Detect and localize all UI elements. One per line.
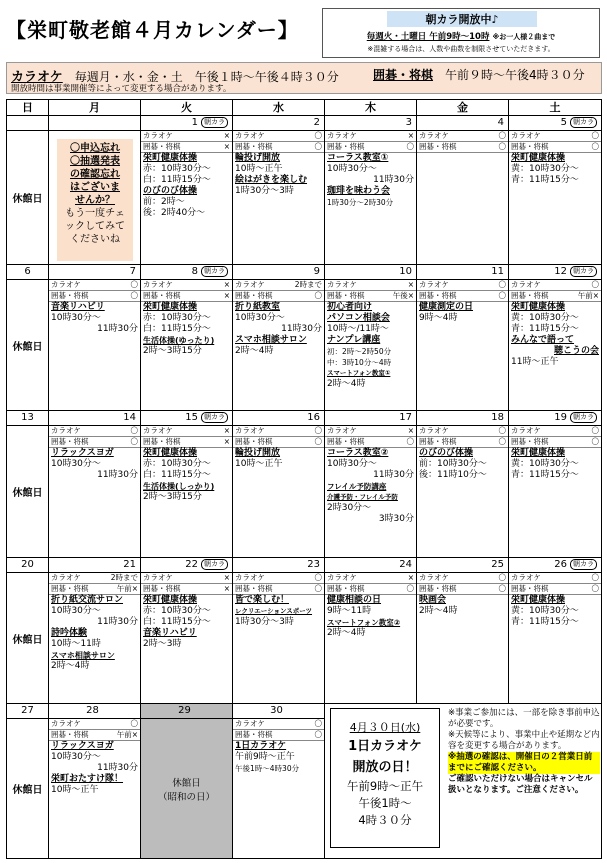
notice-detail: 毎週火・土曜日 午前9時〜10時 ※お一人様２曲まで [366,32,556,42]
event-time: 9時〜4時 [419,313,458,323]
go-status: 囲碁・将棋 〇 [51,291,138,300]
day-cell [233,426,325,558]
karaoke-status: カラオケ × [327,573,414,582]
event-time: 10時30分〜 [327,459,377,469]
go-status: 囲碁・将棋 〇 [419,437,506,446]
day-cell [417,426,509,558]
weekday-header: 水 [233,100,325,116]
date-number: 16 [233,411,325,426]
day-cell [49,426,141,558]
date-number: 27 [7,704,49,719]
event-title: 栄町健康体操 [143,595,198,605]
go-status: 囲碁・将棋 〇 [327,584,414,593]
event-time: 11時30分 [97,470,138,480]
date-number: 18 [417,411,509,426]
special-hours: 午前9時〜正午 [346,779,424,793]
event-title: 輪投げ開放 [235,153,281,163]
go-status: 囲碁・将棋 × [143,584,230,593]
weekday-header: 日 [7,100,49,116]
day-cell [509,280,601,411]
karaoke-status: カラオケ 〇 [511,131,599,140]
event-time: 10時30分〜 [51,313,101,323]
karaoke-status: カラオケ 〇 [419,573,506,582]
closed-day: 休館日 [7,280,49,411]
event-title: 詩吟体験 [51,628,88,638]
go-status: 囲碁・将棋 〇 [327,437,414,446]
karaoke-status: カラオケ × [327,280,414,289]
go-status: 囲碁・将棋 〇 [235,437,322,446]
go-status: 囲碁・将棋 〇 [511,142,599,151]
day-cell [233,573,325,704]
special-title: 1日カラオケ [348,739,422,754]
event-title: リラックスヨガ [51,448,114,458]
event-time: 2時30分〜 [327,503,372,513]
morning-karaoke-badge: 朝カラ [201,412,228,423]
event-title: 1日カラオケ [235,741,287,751]
karaoke-status: カラオケ 〇 [511,426,599,435]
event-time: 2時〜4時 [51,661,90,671]
day-cell [417,131,509,265]
date-number: 8 朝カラ [141,265,233,280]
morning-karaoke-badge: 朝カラ [570,117,597,128]
event-time: 1時30分〜3時 [235,617,294,627]
event-title: スマートフォン教室① [327,369,391,377]
event-time: 青：11時15分〜 [511,175,579,185]
karaoke-status: カラオケ 〇 [235,719,322,728]
event-time: 2時〜4時 [327,628,366,638]
karaoke-hours: カラオケ 毎週月・水・金・土 午後１時〜午後４時３０分 [11,70,339,85]
event-title: 生活体操(しっかり) [143,482,215,491]
holiday-label: 休館日 [172,777,201,789]
event-time: 赤：10時30分〜 [143,164,211,174]
event-time: 10時〜11時 [51,639,101,649]
event-title: 栄町健康体操 [143,302,198,312]
event-time: 後：2時40分〜 [143,208,206,218]
go-status: 囲碁・将棋 〇 [419,584,506,593]
event-time: 2時〜4時 [419,606,458,616]
event-time: 10時30分〜 [327,164,377,174]
event-time: 前：2時〜 [143,197,185,207]
holiday-cell [141,719,233,858]
karaoke-status: カラオケ 〇 [51,426,138,435]
date-number: 28 [49,704,141,719]
day-cell [509,426,601,558]
event-time: 白：11時15分〜 [143,324,211,334]
date-number: 15 朝カラ [141,411,233,426]
event-title: みんなで語って [511,335,575,345]
closed-day: 休館日 [7,426,49,558]
event-time: 10時〜正午 [235,164,283,174]
karaoke-status: カラオケ 〇 [51,280,138,289]
day-cell [325,280,417,411]
go-status: 囲碁・将棋 × [143,437,230,446]
event-time: 後：11時10分〜 [419,470,487,480]
day-cell [233,131,325,265]
event-time: 10時〜/11時〜 [327,324,389,334]
special-title: 開放の日！ [352,760,418,775]
footnote: ※天候等により、事業中止や延期など内容を変更する場合があります。 [448,730,600,751]
event-title: パソコン相談会 [327,313,390,323]
go-status: 囲碁・将棋 〇 [511,584,599,593]
event-time: 黄：10時30分〜 [511,164,579,174]
day-cell [509,131,601,265]
event-time: 青：11時15分〜 [511,324,579,334]
go-status: 囲碁・将棋 午後× [327,291,414,300]
event-title: 折り紙教室 [235,302,281,312]
karaoke-status: カラオケ × [327,426,414,435]
weekday-header: 月 [49,100,141,116]
day-cell [49,280,141,411]
karaoke-status: カラオケ 〇 [235,131,322,140]
event-time: 赤：10時30分〜 [143,313,211,323]
event-title: 栄町おたすけ隊！ [51,774,124,784]
date-number: 11 [417,265,509,280]
go-status: 囲碁・将棋 〇 [235,291,322,300]
day-cell [49,131,141,265]
event-time: 青：11時15分〜 [511,470,579,480]
date-number: 4 [417,116,509,131]
event-time: 10時30分〜 [235,313,285,323]
special-event-box [330,708,440,848]
karaoke-status: カラオケ × [327,131,414,140]
event-time: 青：11時15分〜 [511,617,579,627]
event-time: 午前9時〜正午 [235,752,295,762]
date-number: 13 [7,411,49,426]
event-time: 白：11時15分〜 [143,617,211,627]
date-number: 23 [233,558,325,573]
event-title: 折り紙交流サロン [51,595,124,605]
event-title: 映画会 [419,595,447,605]
go-status: 囲碁・将棋 〇 [419,291,506,300]
weekday-header: 木 [325,100,417,116]
day-cell [49,573,141,704]
go-status: 囲碁・将棋 〇 [51,437,138,446]
morning-karaoke-badge: 朝カラ [570,266,597,277]
date-number: 5 朝カラ [509,116,601,131]
closed-day: 休館日 [7,573,49,704]
weekday-header: 金 [417,100,509,116]
day-cell [49,719,141,858]
event-title: のびのび体操 [143,186,198,196]
footnotes [448,708,600,796]
go-status: 囲碁・将棋 午前× [51,730,138,739]
event-title: スマホ相談サロン [235,335,307,345]
event-title: 健康相談の日 [327,595,382,605]
event-title: 皆で楽しむ！ [235,595,290,605]
event-title: 生活体操(ゆったり) [143,336,215,345]
date-number: 24 [325,558,417,573]
event-subtitle: レクリエーションスポーツ [235,607,313,615]
date-number: 26 朝カラ [509,558,601,573]
go-status: 囲碁・将棋 × [143,291,230,300]
date-number: 6 [7,265,49,280]
event-time: 11時30分 [373,470,414,480]
event-title: コーラス教室① [327,153,389,163]
go-shogi-hours: 囲碁・将棋 午前９時〜午後4時３０分 [373,68,585,82]
go-status: 囲碁・将棋 午前× [51,584,138,593]
day-cell [233,719,325,858]
day-cell [141,131,233,265]
event-title: スマホ相談サロン [51,651,115,660]
day-cell [141,280,233,411]
special-date: 4月３０日(水) [349,721,421,734]
event-title: 栄町健康体操 [511,595,566,605]
morning-karaoke-badge: 朝カラ [570,559,597,570]
event-time: 11時30分 [97,324,138,334]
event-subtitle: 介護予防・フレイル予防 [327,493,398,501]
date-number [7,116,49,131]
date-number: 21 [49,558,141,573]
event-time: 10時30分〜 [51,459,101,469]
event-time: 2時〜3時15分 [143,492,202,502]
event-time: 2時〜3時15分 [143,346,202,356]
event-time: 赤：10時30分〜 [143,459,211,469]
event-title: ナンプレ講座 [327,335,381,345]
event-time: 3時30分 [378,514,414,524]
footnote-highlight: ※抽選の確認は、開催日の２営業日前までにご確認ください。 [448,752,600,774]
event-title: 輪投げ開放 [235,448,281,458]
day-cell [325,131,417,265]
go-status: 囲碁・将棋 〇 [419,142,506,151]
event-time: 10時〜正午 [235,459,283,469]
event-title: 栄町健康体操 [143,448,198,458]
event-title: リラックスヨガ [51,741,114,751]
event-time: 白：11時15分〜 [143,470,211,480]
karaoke-status: カラオケ 2時まで [51,573,138,582]
karaoke-status: カラオケ 〇 [511,280,599,289]
date-number: 20 [7,558,49,573]
karaoke-status: カラオケ × [143,280,230,289]
morning-karaoke-badge: 朝カラ [201,266,228,277]
go-status: 囲碁・将棋 〇 [235,142,322,151]
event-time: 黄：10時30分〜 [511,313,579,323]
day-cell [141,573,233,704]
morning-karaoke-badge: 朝カラ [201,117,228,128]
day-cell [325,426,417,558]
go-status: 囲碁・将棋 午前× [511,291,599,300]
event-title: 珈琲を味わう会 [327,186,391,196]
date-number: 9 [233,265,325,280]
date-number: 14 [49,411,141,426]
event-time: 黄：10時30分〜 [511,459,579,469]
go-status: 囲碁・将棋 〇 [327,142,414,151]
hours-note: 開放時間は事業開催等によって変更する場合があります。 [11,84,232,94]
event-time: 中：3時10分〜4時 [327,358,392,367]
go-status: 囲碁・将棋 〇 [235,730,322,739]
event-time: 10時30分〜 [51,752,101,762]
karaoke-status: カラオケ 〇 [419,426,506,435]
event-time: 11時30分 [281,324,322,334]
event-title: 健康測定の日 [419,302,474,312]
page-title: 【栄町敬老館４月カレンダー】 [6,18,299,42]
event-title: スマートフォン教室② [327,618,401,627]
closed-day: 休館日 [7,719,49,858]
footnote: ※事業ご参加には、一部を除き事前申込が必要です。 [448,708,600,729]
karaoke-status: カラオケ 〇 [51,719,138,728]
event-title: 栄町健康体操 [511,302,566,312]
holiday-name: （昭和の日） [157,791,215,803]
date-number: 30 [233,704,325,719]
event-time: 白：11時15分〜 [143,175,211,185]
event-time: 11時30分 [97,617,138,627]
morning-karaoke-badge: 朝カラ [201,559,228,570]
special-hours: 4時３０分 [358,813,412,827]
date-number: 17 [325,411,417,426]
event-time: 9時〜11時 [327,606,372,616]
morning-karaoke-notice [322,8,600,58]
event-title: 音楽リハビリ [51,302,105,312]
event-title: 栄町健康体操 [511,153,566,163]
date-number: 2 [233,116,325,131]
event-time: 1時30分〜3時 [235,186,294,196]
karaoke-status: カラオケ 〇 [235,573,322,582]
date-number: 3 [325,116,417,131]
event-time: 2時〜3時 [143,639,182,649]
reminder-box: 〇申込忘れ 〇抽選発表 の確認忘れ はございま せんか？ もう一度チェ ックしてみて くださいね [57,139,133,261]
event-title: 初心者向け [327,302,373,312]
day-cell [325,573,417,704]
karaoke-status: カラオケ 〇 [419,131,506,140]
event-time: 2時〜4時 [327,379,366,389]
event-time: 11時30分 [373,175,414,185]
karaoke-status: カラオケ 〇 [511,573,599,582]
event-title: フレイル予防講座 [327,482,387,491]
karaoke-status: カラオケ × [143,573,230,582]
morning-karaoke-badge: 朝カラ [570,412,597,423]
day-cell [417,573,509,704]
karaoke-status: カラオケ 2時まで [235,280,322,289]
date-number: 10 [325,265,417,280]
weekday-header: 土 [509,100,601,116]
date-number: 22 朝カラ [141,558,233,573]
karaoke-status: カラオケ × [143,426,230,435]
event-time: 午後1時〜4時30分 [235,764,300,773]
event-time: 1時30分〜2時30分 [327,198,394,207]
go-status: 囲碁・将棋 × [143,142,230,151]
event-title: 栄町健康体操 [143,153,198,163]
event-time: 前：10時30分〜 [419,459,487,469]
go-status: 囲碁・将棋 〇 [511,437,599,446]
date-number: 7 [49,265,141,280]
event-title: 絵はがきを楽しむ [235,175,308,185]
event-time: 赤：10時30分〜 [143,606,211,616]
date-number: 19 朝カラ [509,411,601,426]
day-cell [141,426,233,558]
notice-title: 朝カラ開放中♪ [387,11,537,27]
event-time: 11時30分 [97,763,138,773]
event-time: 11時〜正午 [511,357,559,367]
date-number [49,116,141,131]
date-number: 12 朝カラ [509,265,601,280]
opening-hours-band [6,62,602,94]
closed-day: 休館日 [7,131,49,265]
karaoke-status: カラオケ × [143,131,230,140]
date-number: 1 朝カラ [141,116,233,131]
day-cell [233,280,325,411]
event-title: のびのび体操 [419,448,474,458]
event-time: 初：2時〜2時50分 [327,347,392,356]
karaoke-status: カラオケ 〇 [235,426,322,435]
weekday-header: 火 [141,100,233,116]
event-title: 聴こうの会 [553,346,599,356]
go-status: 囲碁・将棋 〇 [235,584,322,593]
day-cell [417,280,509,411]
event-time: 2時〜4時 [235,346,274,356]
footnote: ご確認いただけない場合はキャンセル扱いとなります。ご注意ください。 [448,774,593,795]
event-time: 10時〜正午 [51,785,99,795]
date-number: 25 [417,558,509,573]
special-hours: 午後1時〜 [358,796,412,810]
event-time: 黄：10時30分〜 [511,606,579,616]
event-title: 栄町健康体操 [511,448,566,458]
notice-note: ※混雑する場合は、人数や曲数を制限させていただきます。 [367,45,555,53]
event-title: コーラス教室② [327,448,389,458]
karaoke-status: カラオケ 〇 [419,280,506,289]
event-title: 音楽リハビリ [143,628,197,638]
day-cell [509,573,601,704]
date-number: 29 [141,704,233,719]
event-time: 10時30分〜 [51,606,101,616]
